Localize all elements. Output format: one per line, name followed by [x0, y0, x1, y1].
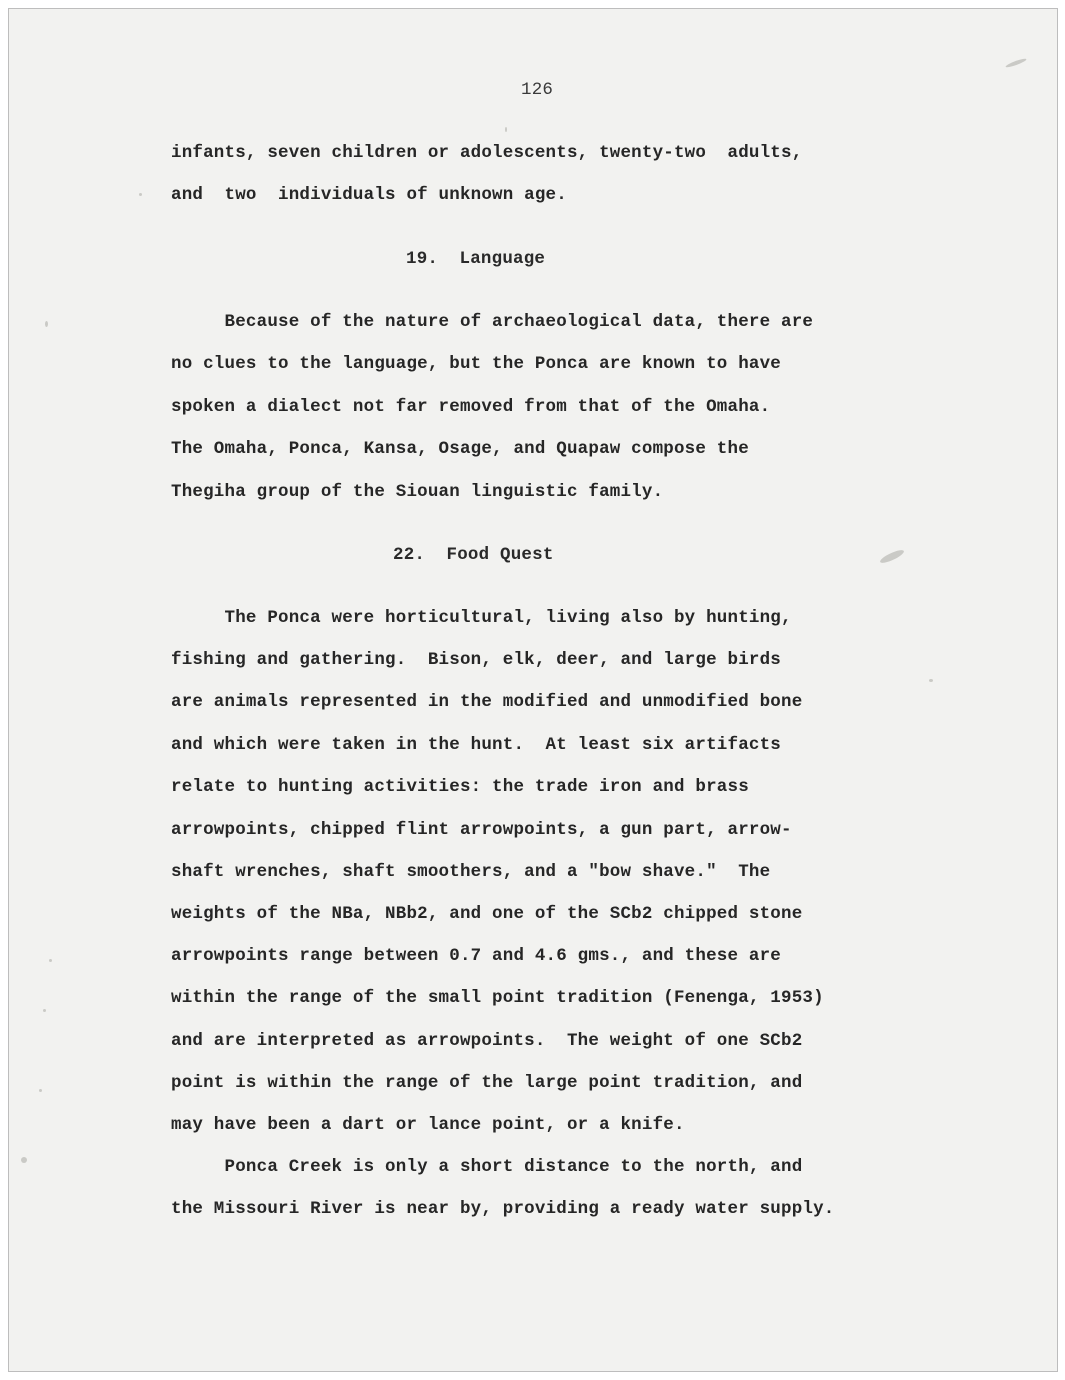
body-line: spoken a dialect not far removed from that of the Omaha.: [171, 397, 771, 417]
body-line: are animals represented in the modified and unmodified bone: [171, 692, 803, 712]
body-line: fishing and gathering. Bison, elk, deer, and large birds: [171, 650, 781, 670]
body-line: Because of the nature of archaeological data, there are: [171, 312, 814, 332]
body-line: and two individuals of unknown age.: [171, 185, 567, 205]
body-line: may have been a dart or lance point, or a knife.: [171, 1115, 685, 1135]
body-line: weights of the NBa, NBb2, and one of the SCb2 chipped stone: [171, 904, 803, 924]
body-line: no clues to the language, but the Ponca are known to have: [171, 354, 781, 374]
body-line: Thegiha group of the Siouan linguistic family.: [171, 482, 664, 502]
body-line: shaft wrenches, shaft smoothers, and a "bow shave." The: [171, 862, 771, 882]
body-line: within the range of the small point tradition (Fenenga, 1953): [171, 988, 824, 1008]
section-heading: 19. Language: [406, 249, 546, 269]
body-line: and which were taken in the hunt. At least six artifacts: [171, 735, 781, 755]
document-text: [9, 9, 1058, 1372]
body-line: point is within the range of the large point tradition, and: [171, 1073, 803, 1093]
page-number: 126: [521, 80, 554, 100]
body-line: the Missouri River is near by, providing a ready water supply.: [171, 1199, 835, 1219]
section-heading: 22. Food Quest: [393, 545, 554, 565]
body-line: and are interpreted as arrowpoints. The weight of one SCb2: [171, 1031, 803, 1051]
body-line: infants, seven children or adolescents, twenty-two adults,: [171, 143, 803, 163]
scanned-page: [8, 8, 1058, 1372]
body-line: Ponca Creek is only a short distance to the north, and: [171, 1157, 803, 1177]
body-line: The Ponca were horticultural, living also by hunting,: [171, 608, 792, 628]
body-line: The Omaha, Ponca, Kansa, Osage, and Quapaw compose the: [171, 439, 749, 459]
body-line: arrowpoints, chipped flint arrowpoints, a gun part, arrow-: [171, 820, 792, 840]
body-line: relate to hunting activities: the trade iron and brass: [171, 777, 749, 797]
body-line: arrowpoints range between 0.7 and 4.6 gms., and these are: [171, 946, 781, 966]
